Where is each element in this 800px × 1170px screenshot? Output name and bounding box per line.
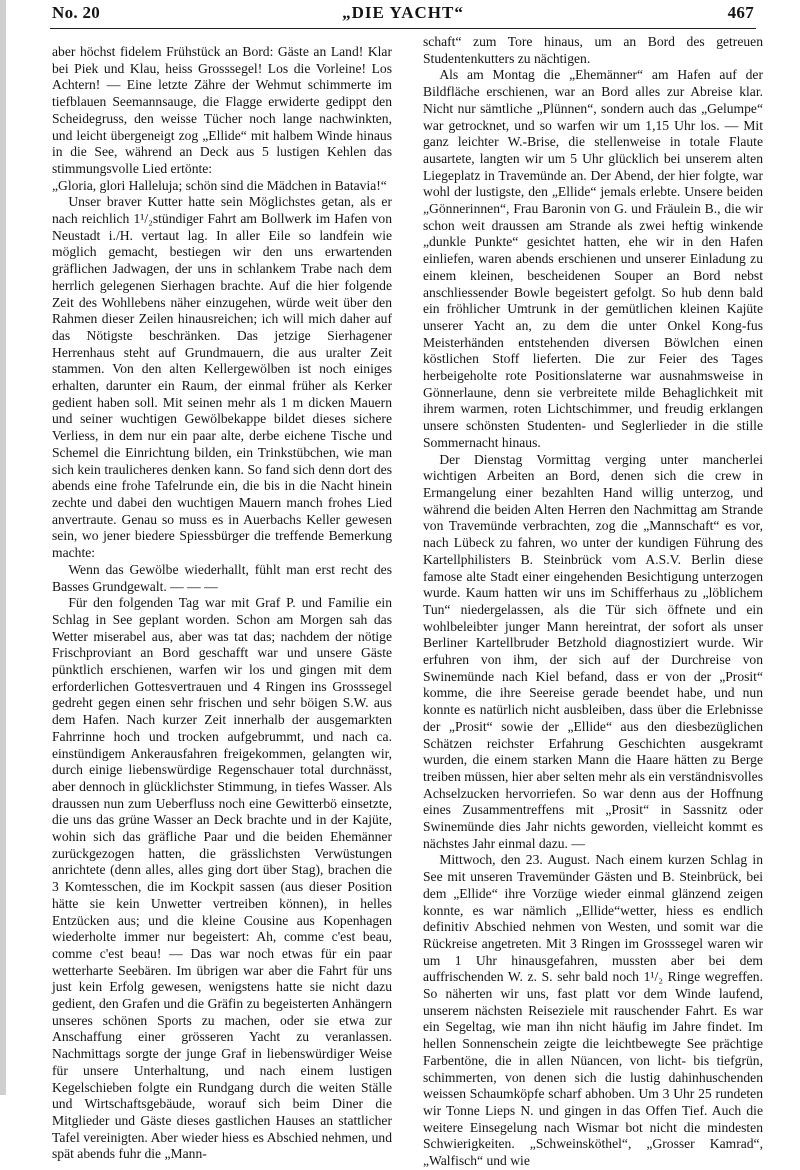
right-column — [423, 34, 763, 1169]
left-column — [52, 44, 392, 1162]
page-number: 467 — [727, 3, 754, 22]
header-rule — [50, 28, 756, 29]
paragraph: aber höchst fidelem Frühstück an Bord: Gäste an Land! Klar bei Piek und Klau, heiss Grosssegel! Los die Vorleine! Los Achtern! — Eine letzte Zähre der Wehmut schimmerte im tiefblauen Seemannsauge, die Flagge erwiderte gedippt den Scheidegruss, den weisse Tücher noch lange nachwinkten, und leicht übergeneigt zog „Ellide“ mit halbem Winde hinaus in die See, während an Deck aus 5 lustigen Kehlen das stimmungsvolle Lied ertönte: — [52, 44, 392, 176]
paragraph: Der Dienstag Vormittag verging unter mancherlei wichtigen Arbeiten an Bord, denen sich die crew in Ermangelung einer bezahlten Hand willig unterzog, und während die beiden Alten Herren den Nachmittag am Strande von Travemünde verbrachten, zog die „Mannschaft“ es vor, nach Lübeck zu fahren, wo unter der kundigen Führung des Kartellphilisters B. Steinbrück vom A.S.V. Berlin diese famose alte Stadt einer eingehenden Besichtigung unterzogen wurde. Kaum hatten wir uns im Schifferhaus zu „löblichem Tun“ niedergelassen, als die Tür sich öffnete und ein wohlbeleibter junger Mann hereintrat, der sofort als unser Berliner Kartellbruder Betzhold diagnostiziert wurde. Wir erfuhren von ihm, der sich auf der Durchreise von Swinemünde nach Kiel befand, dass er von der „Prosit“ komme, die ihre Seereise gerade beendet habe, und nun konnte es natürlich nicht ausbleiben, dass über die Erlebnisse der „Prosit“ sowie der „Ellide“ aus den diesbezüglichen Schätzen reichster Erfahrung Geschichten ausgekramt wurden, die einem starken Mann die Haare hätten zu Berge treiben müssen, hier aber selten mehr als ein verständnisvolles Achselzucken hervorriefen. So war denn aus der Hoffnung eines Zusammentreffens mit „Prosit“ in Sassnitz oder Swinemünde dies Jahr nichts geworden, vielleicht kommt es nächstes Jahr einmal dazu. — — [423, 451, 763, 851]
scan-edge — [0, 0, 6, 1095]
paragraph: Mittwoch, den 23. August. Nach einem kurzen Schlag in See mit unseren Travemünder Gästen und B. Steinbrück, bei dem „Ellide“ ihre Vorzüge wieder einmal glänzend zeigen konnte, es war nämlich „Ellide“wetter, hiess es endlich definitiv Abschied nehmen von Westen, und somit war die Rückreise angetreten. Mit 3 Ringen im Grosssegel waren wir um 1 Uhr hinausgefahren, mussten aber bei dem auffrischenden W. z. S. sehr bald noch 1¹/₂ Ringe wegreffen. So näherten wir uns, fast platt vor dem Winde laufend, unserem nächsten Reiseziele mit rauschender Fahrt. Es war ein Segeltag, wie man ihn nicht häufig im Jahre findet. Im hellen Sonnenschein zeigte die leichtbewegte See prächtige Farbentöne, die in allen Nüancen, von licht- bis tiefgrün, schimmerten, von denen sich die lustig dahinhuschenden weissen Schaumköpfe scharf abhoben. Um 3 Uhr 25 rundeten wir Tonne Lieps N. und gingen in das Offen Tief. Auch die weitere Einsegelung nach Wismar bot nicht die mindesten Schwierigkeiten. „Schweinsköthel“, „Grosser Kamrad“, „Walfisch“ und wie — [423, 852, 763, 1169]
issue-number: No. 20 — [52, 3, 101, 22]
song-quote: „Gloria, glori Halleluja; schön sind die Mädchen in Batavia!“ — [52, 177, 387, 193]
paragraph: Als am Montag die „Ehemänner“ am Hafen auf der Bildfläche erschienen, war an Bord alles zur Abreise klar. Nicht nur sämtliche „Plünnen“, sondern auch das „Gelumpe“ war getrocknet, und so warfen wir um 1,15 Uhr los. — Mit ganz leichter W.-Brise, die stellenweise in totale Flaute ausartete, langten wir um 5 Uhr glücklich bei unserem alten Liegeplatz in Travemünde an. Der Abend, der hier folgte, war wohl der lustigste, den „Ellide“ jemals erlebte. Unsere beiden „Gönnerinnen“, Frau Baronin von G. und Fräulein B., die wir schon weit draussen am Strande als zwei heftig winkende „dunkle Punkte“ gesichtet hatten, ehe wir in den Hafen einliefen, waren abends erschienen und unserer Einladung zu einem kleinen, bescheidenen Souper an Bord nebst anschliessender Bowle begeistert gefolgt. So hub denn bald ein fröhlicher Umtrunk in der gemütlichen kleinen Kajüte unserer Yacht an, zu dem die unter Onkel Kong-fus Meisterhänden entstehenden diversen Böwlchen einen köstlichen Stoff lieferten. Die zur Feier des Tages herbeigeholte rote Positionslaterne war ausnahmsweise in Gönnerlaune, denn sie verbreitete milde Behaglichkeit mit ihrem warmen, roten Lichtschimmer, und freudig erklangen unsere schönsten Studenten- und Seglerlieder in die stille Sommernacht hinaus. — [423, 67, 763, 450]
paragraph: schaft“ zum Tore hinaus, um an Bord des getreuen Studentenkutters zu nächtigen. — [423, 34, 763, 66]
paragraph: Unser braver Kutter hatte sein Möglichstes getan, als er nach reichlich 1¹/₂stündiger Fahrt am Bollwerk im Hafen von Neustadt i./H. vertaut lag. In aller Eile so landfein wie möglich gemacht, bestiegen wir den uns erwartenden gräflichen Jadwagen, der uns in schlankem Trabe nach dem herrlich gelegenen Sierhagen brachte. Auf die hier folgende Zeit des Wohllebens näher einzugehen, würde weit über den Rahmen dieser Zeilen hinausreichen; ich will mich daher auf das Nötigste beschränken. Das jetzige Sierhagener Herrenhaus steht auf Grundmauern, die aus uralter Zeit stammen. Von den alten Kellergewölben ist noch einiges erhalten, darunter ein Raum, der einmal früher als Kerker gedient haben soll. Mit seinen mehr als 1 m dicken Mauern und seiner wuchtigen Gewölbekappe bildet dieses sichere Verliess, in dem nur ein paar alte, derbe eichene Tische und Schemel die Einrichtung bilden, ein Trinkstübchen, wie man sich kein traulicheres denken kann. So fand sich denn dort des abends eine frohe Tafelrunde ein, die bis in die Nacht hinein zechte und dabei den wuchtigen Mauern manch frohes Lied anvertraute. Genau so muss es in Auerbachs Keller gewesen sein, wo jener biedere Spiessbürger die treffende Bemerkung machte: — [52, 194, 392, 561]
page-header — [52, 3, 754, 31]
journal-title: „DIE YACHT“ — [342, 3, 464, 22]
paragraph: Für den folgenden Tag war mit Graf P. und Familie ein Schlag in See geplant worden. Schon am Morgen sah das Wetter miserabel aus, aber was tat das; nachdem der nötige Frischproviant an Bord geschafft war und unsere Gäste pünktlich erschienen, warfen wir los und gingen mit dem erforderlichen Gottesvertrauen und 4 Ringen ins Grosssegel gedreht gegen einen sehr frischen und sehr böigen S.W. aus dem Hafen. Nach kurzer Zeit innerhalb der ausgemarkten Fahrrinne hoch und trocken aufgebrummt, und nach ca. einstündigem Ankerausfahren freigekommen, gelangten wir, durch einige liebenswürdige Regenschauer total durchnässt, aber dennoch in glücklichster Stimmung, in tiefes Wasser. Als draussen nun zum Ueberfluss noch eine Gewitterbö einsetzte, die uns das grüne Wasser an Deck brachte und in der Kajüte, wohin sich das gräfliche Paar und die beiden Ehemänner zurückgezogen hatten, die grässlichsten Verwüstungen anrichtete (denn alles, alles ging dort über Stag), brachen die 3 Komtesschen, die im Kockpit sassen (aus dieser Position hätte sie kein Unwetter vertreiben können), in helles Entzücken aus; und die kleine Cousine aus Kopenhagen wiederholte immer nur begeistert: Ah, comme c'est beau, comme c'est beau! — Das war noch etwas für ein paar wetterharte Seebären. Im übrigen war aber die Fahrt für uns just kein Erfolg gewesen, wenigstens hatte sie nicht dazu gedient, den Grafen und die Gräfin zu begeisterten Anhängern unseres schönen Sports zu machen, oder sie etwa zur Anschaffung einer grösseren Yacht zu veranlassen. Nachmittags sorgte der junge Graf in liebenswürdiger Weise für unsere Unterhaltung, und nach einem lustigen Kegelschieben folgte ein Rundgang durch die weiten Ställe und Wirtschaftsgebäude, worauf sich beim Diner die Mitglieder und Gäste dieses gastlichen Hauses an stattlicher Tafel vereinigten. Aber wieder hiess es Abschied nehmen, und spät abends fuhr die „Mann- — [52, 595, 392, 1162]
paragraph: Wenn das Gewölbe wiederhallt, fühlt man erst recht des Basses Grundgewalt. — — — — [52, 561, 392, 594]
